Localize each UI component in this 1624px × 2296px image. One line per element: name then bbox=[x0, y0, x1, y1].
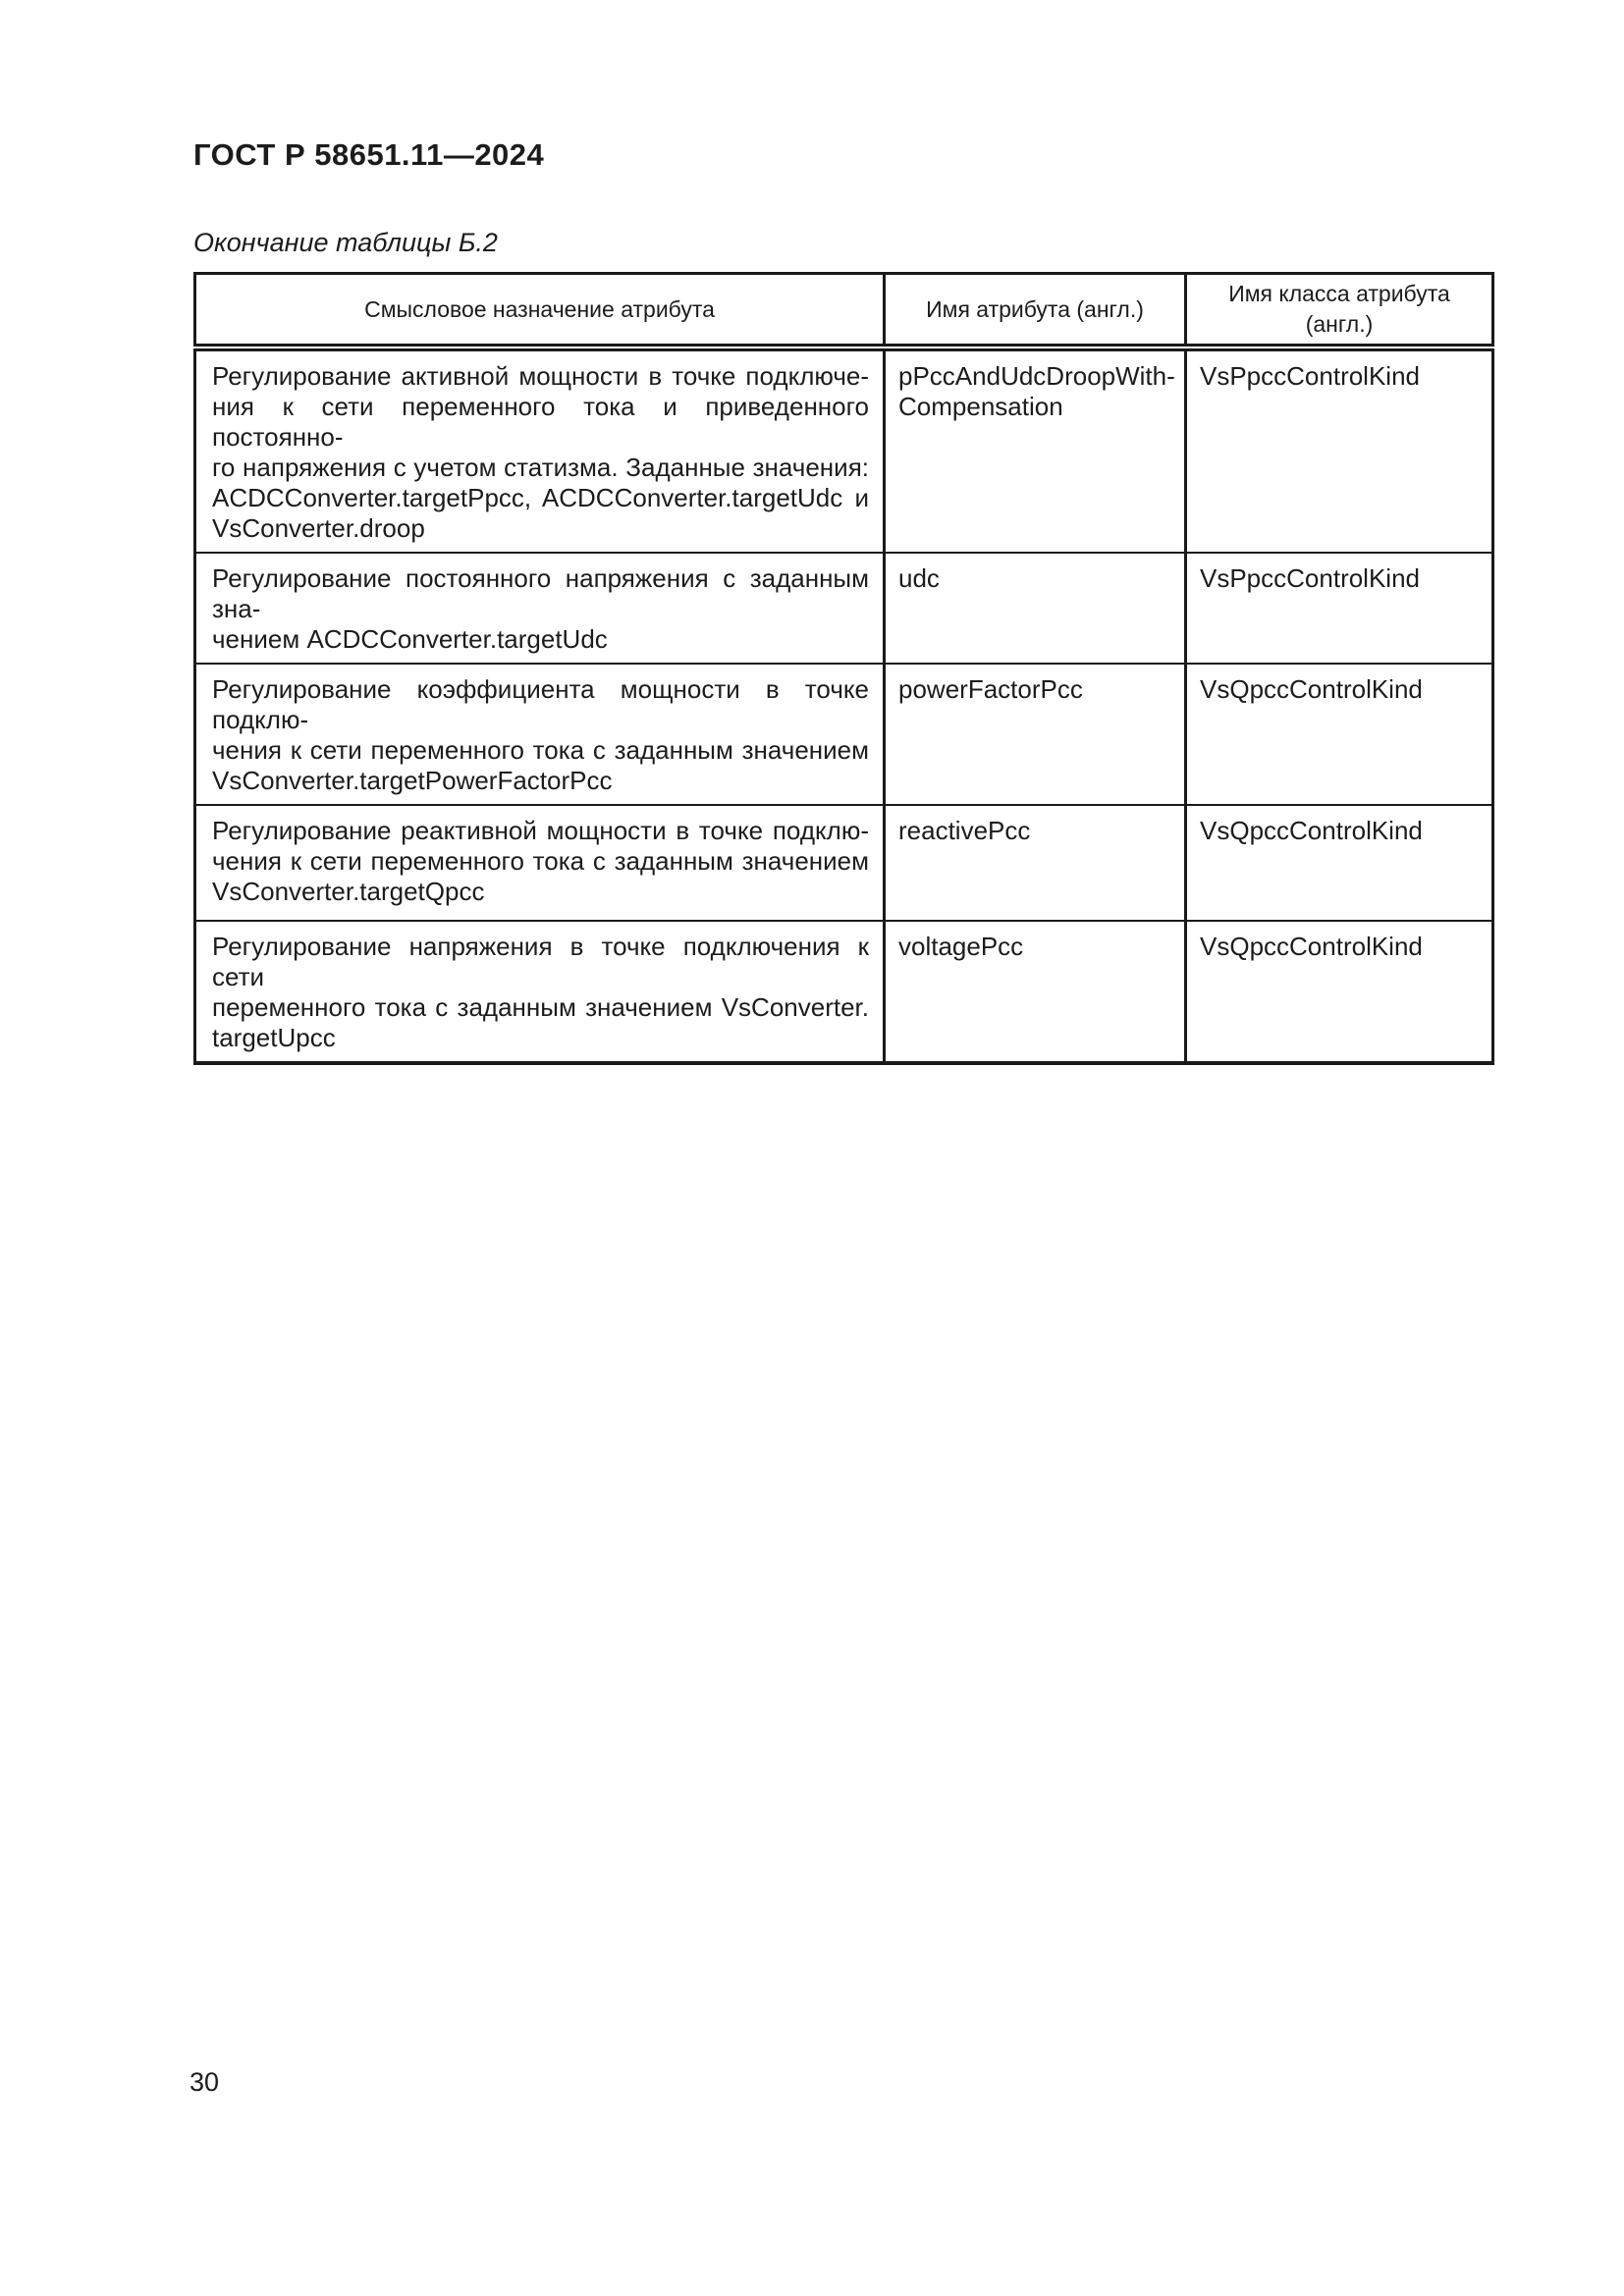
text-line: reactivePcc bbox=[898, 816, 1031, 845]
table-row bbox=[195, 347, 1493, 553]
cell-purpose bbox=[195, 805, 885, 921]
table-header-row bbox=[195, 274, 1493, 348]
cell-class-name bbox=[1186, 553, 1493, 664]
text-line: VsPpccControlKind bbox=[1200, 563, 1420, 593]
table-caption: Окончание таблицы Б.2 bbox=[193, 228, 498, 257]
text-line: pPccAndUdcDroopWith- bbox=[898, 361, 1175, 391]
text-line: Compensation bbox=[898, 392, 1063, 421]
standard-code-header: ГОСТ Р 58651.11—2024 bbox=[193, 137, 545, 172]
table-row bbox=[195, 921, 1493, 1063]
page-number: 30 bbox=[189, 2067, 220, 2097]
column-header-attr-name: Имя атрибута (англ.) bbox=[885, 274, 1186, 348]
cell-attr-name bbox=[885, 805, 1186, 921]
text-line: Регулирование коэффициента мощности в точке подклю- bbox=[212, 674, 869, 734]
table-row bbox=[195, 664, 1493, 805]
cell-purpose bbox=[195, 921, 885, 1063]
attribute-table bbox=[193, 272, 1494, 1065]
text-line: переменного тока с заданным значением VsConverter. bbox=[212, 992, 869, 1022]
cell-purpose bbox=[195, 347, 885, 553]
text-line: чения к сети переменного тока с заданным значением bbox=[212, 735, 869, 765]
text-line: Регулирование активной мощности в точке подключе- bbox=[212, 361, 869, 391]
text-line: Регулирование реактивной мощности в точке подклю- bbox=[212, 816, 869, 845]
text-line: го напряжения с учетом статизма. Заданные значения: bbox=[212, 453, 869, 482]
text-line: VsQpccControlKind bbox=[1200, 674, 1423, 704]
text-line: VsPpccControlKind bbox=[1200, 361, 1420, 391]
text-line: targetUpcc bbox=[212, 1023, 336, 1052]
cell-attr-name bbox=[885, 553, 1186, 664]
cell-class-name bbox=[1186, 664, 1493, 805]
text-line: чением ACDCConverter.targetUdc bbox=[212, 624, 608, 654]
cell-attr-name bbox=[885, 347, 1186, 553]
cell-purpose bbox=[195, 553, 885, 664]
text-line: udc bbox=[898, 563, 940, 593]
text-line: VsConverter.droop bbox=[212, 513, 425, 543]
text-line: VsConverter.targetPowerFactorPcc bbox=[212, 766, 613, 795]
text-line: VsConverter.targetQpcc bbox=[212, 877, 485, 906]
text-line: voltagePcc bbox=[898, 932, 1024, 961]
table-row bbox=[195, 805, 1493, 921]
text-line: ния к сети переменного тока и приведенного постоянно- bbox=[212, 392, 869, 452]
table-row bbox=[195, 553, 1493, 664]
cell-class-name bbox=[1186, 805, 1493, 921]
cell-purpose bbox=[195, 664, 885, 805]
cell-class-name bbox=[1186, 347, 1493, 553]
cell-attr-name bbox=[885, 664, 1186, 805]
text-line: VsQpccControlKind bbox=[1200, 932, 1423, 961]
text-line: чения к сети переменного тока с заданным значением bbox=[212, 846, 869, 876]
text-line: powerFactorPcc bbox=[898, 674, 1083, 704]
text-line: Регулирование напряжения в точке подключения к сети bbox=[212, 932, 869, 991]
column-header-purpose: Смысловое назначение атрибута bbox=[195, 274, 885, 348]
cell-attr-name bbox=[885, 921, 1186, 1063]
cell-class-name bbox=[1186, 921, 1493, 1063]
text-line: VsQpccControlKind bbox=[1200, 816, 1423, 845]
text-line: ACDCConverter.targetPpcc, ACDCConverter.targetUdc и bbox=[212, 483, 869, 512]
text-line: Регулирование постоянного напряжения с заданным зна- bbox=[212, 563, 869, 623]
column-header-class-name: Имя класса атрибута (англ.) bbox=[1186, 274, 1493, 348]
